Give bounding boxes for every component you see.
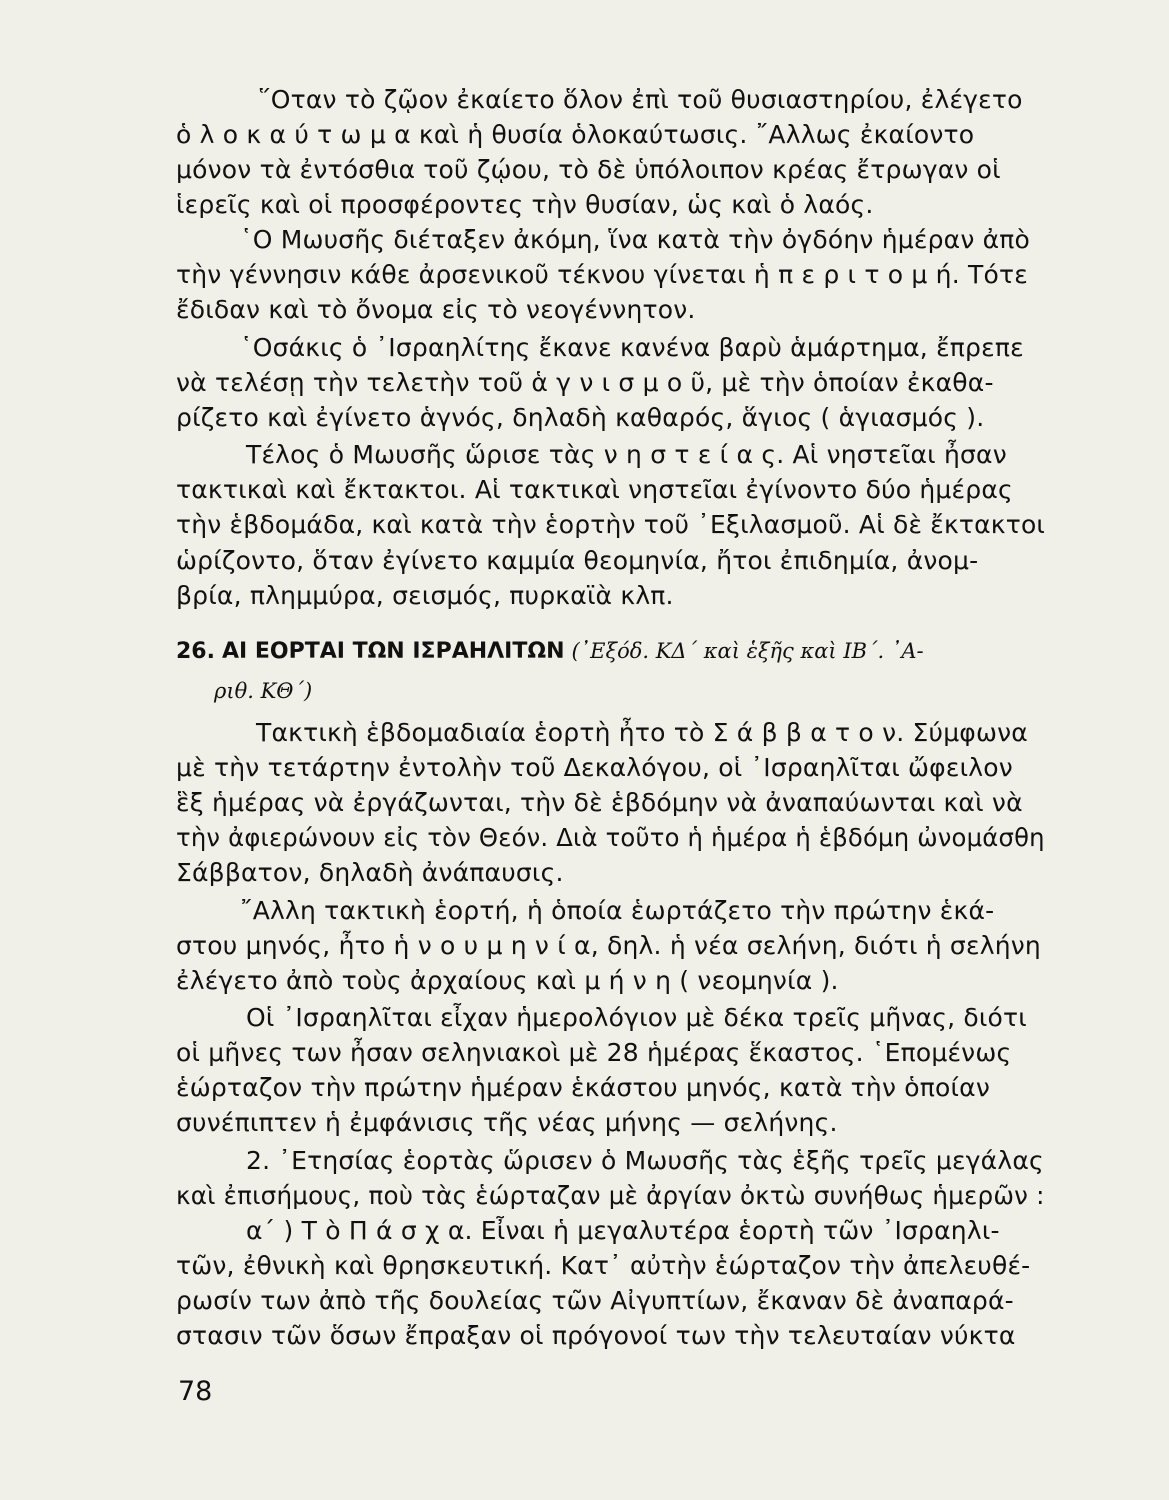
text-line: οἱ μῆνες των ἦσαν σεληνιακοὶ μὲ 28 ἡμέρας ἕκαστος. ῾Επομένως	[176, 1038, 1012, 1067]
text-line: συνέπιπτεν ἡ ἐμφάνισις τῆς νέας μήνης — σελήνης.	[176, 1108, 838, 1137]
text-line: μὲ τὴν τετάρτην ἐντολὴν τοῦ Δεκαλόγου, οἱ ᾿Ισραηλῖται ὤφειλον	[176, 753, 1013, 782]
text-line: ὁ λ ο κ α ύ τ ω μ α καὶ ἡ θυσία ὁλοκαύτωσις. ῎Αλλως ἐκαίοντο	[176, 120, 975, 149]
section-reference-continued: ριθ. ΚΘ΄)	[214, 679, 313, 703]
text-line: τῶν, ἐθνικὴ καὶ θρησκευτική. Κατ᾿ αὐτὴν ἑώρταζον τὴν ἀπελευθέ-	[176, 1251, 1031, 1280]
text-line: ἔδιδαν καὶ τὸ ὄνομα εἰς τὸ νεογέννητον.	[176, 295, 696, 324]
text-line: Σάββατον, δηλαδὴ ἀνάπαυσις.	[176, 858, 564, 887]
text-line: ῎Αλλη τακτικὴ ἑορτή, ἡ ὁποία ἑωρτάζετο τὴν πρώτην ἑκά-	[240, 896, 995, 925]
page-number: 78	[178, 1376, 213, 1407]
text-line: στου μηνός, ἦτο ἡ ν ο υ μ η ν ί α, δηλ. ἡ νέα σελήνη, διότι ἡ σελήνη	[176, 931, 1041, 960]
text-line: ἓξ ἡμέρας νὰ ἐργάζωνται, τὴν δὲ ἑβδόμην νὰ ἀναπαύωνται καὶ νὰ	[176, 788, 1023, 817]
text-line: τακτικαὶ καὶ ἔκτακτοι. Αἱ τακτικαὶ νηστεῖαι ἐγίνοντο δύο ἡμέρας	[176, 475, 1013, 504]
text-line: ῾Ο Μωυσῆς διέταξεν ἀκόμη, ἵνα κατὰ τὴν ὀγδόην ἡμέραν ἀπὸ	[240, 225, 1031, 254]
text-line: ρίζετο καὶ ἐγίνετο ἁγνός, δηλαδὴ καθαρός, ἅγιος ( ἁγιασμός ).	[176, 403, 985, 432]
text-line: Οἱ ᾿Ισραηλῖται εἶχαν ἡμερολόγιον μὲ δέκα τρεῖς μῆνας, διότι	[246, 1003, 1027, 1032]
text-line: καὶ ἐπισήμους, ποὺ τὰς ἑώρταζαν μὲ ἀργίαν ὀκτὼ συνήθως ἡμερῶν :	[176, 1181, 1045, 1210]
text-line: Τέλος ὁ Μωυσῆς ὥρισε τὰς ν η σ τ ε ί α ς. Αἱ νηστεῖαι ἦσαν	[246, 440, 1007, 469]
text-line: 2. ᾿Ετησίας ἑορτὰς ὥρισεν ὁ Μωυσῆς τὰς ἑξῆς τρεῖς μεγάλας	[246, 1146, 1044, 1175]
text-line: βρία, πλημμύρα, σεισμός, πυρκαϊὰ κλπ.	[176, 581, 674, 610]
text-line: ρωσίν των ἀπὸ τῆς δουλείας τῶν Αἰγυπτίων, ἔκαναν δὲ ἀναπαρά-	[176, 1286, 1014, 1315]
text-line: Τακτικὴ ἑβδομαδιαία ἑορτὴ ἦτο τὸ Σ ά β β α τ ο ν. Σύμφωνα	[256, 718, 1028, 747]
section-title: ΑΙ ΕΟΡΤΑΙ ΤΩΝ ΙΣΡΑΗΛΙΤΩΝ	[221, 639, 565, 664]
text-line: ῾Οσάκις ὁ ᾿Ισραηλίτης ἔκανε κανένα βαρὺ ἁμάρτημα, ἔπρεπε	[240, 333, 1024, 362]
text-line: νὰ τελέσῃ τὴν τελετὴν τοῦ ἁ γ ν ι σ μ ο ῦ, μὲ τὴν ὁποίαν ἐκαθα-	[176, 368, 994, 397]
text-line: ἑώρταζον τὴν πρώτην ἡμέραν ἑκάστου μηνός, κατὰ τὴν ὁποίαν	[176, 1073, 990, 1102]
text-line: ὡρίζοντο, ὅταν ἐγίνετο καμμία θεομηνία, ἤτοι ἐπιδημία, ἀνομ-	[176, 546, 979, 575]
text-line: τὴν ἑβδομάδα, καὶ κατὰ τὴν ἑορτὴν τοῦ ᾿Εξιλασμοῦ. Αἱ δὲ ἔκτακτοι	[176, 510, 1046, 539]
section-reference: (᾿Εξόδ. ΚΔ΄ καὶ ἑξῆς καὶ ΙΒ΄. ᾿Α-	[571, 639, 924, 663]
section-number: 26.	[176, 639, 215, 664]
text-line: ἱερεῖς καὶ οἱ προσφέροντες τὴν θυσίαν, ὡς καὶ ὁ λαός.	[176, 190, 874, 219]
text-line: μόνον τὰ ἐντόσθια τοῦ ζῴου, τὸ δὲ ὑπόλοιπον κρέας ἔτρωγαν οἱ	[176, 155, 1001, 184]
text-line: ἐλέγετο ἀπὸ τοὺς ἀρχαίους καὶ μ ή ν η ( νεομηνία ).	[176, 966, 839, 995]
text-line: τὴν γέννησιν κάθε ἀρσενικοῦ τέκνου γίνεται ἡ π ε ρ ι τ ο μ ή. Τότε	[176, 260, 1028, 289]
text-line: α΄ ) Τ ὸ Π ά σ χ α. Εἶναι ἡ μεγαλυτέρα ἑορτὴ τῶν ᾿Ισραηλι-	[246, 1216, 1000, 1245]
text-line: στασιν τῶν ὅσων ἔπραξαν οἱ πρόγονοί των τὴν τελευταίαν νύκτα	[176, 1321, 1016, 1350]
text-line: τὴν ἀφιερώνουν εἰς τὸν Θεόν. Διὰ τοῦτο ἡ ἡμέρα ἡ ἑβδόμη ὠνομάσθη	[176, 823, 1045, 852]
text-line: ῞Οταν τὸ ζῷον ἐκαίετο ὅλον ἐπὶ τοῦ θυσιαστηρίου, ἐλέγετο	[258, 85, 1023, 114]
section-heading	[176, 636, 924, 667]
